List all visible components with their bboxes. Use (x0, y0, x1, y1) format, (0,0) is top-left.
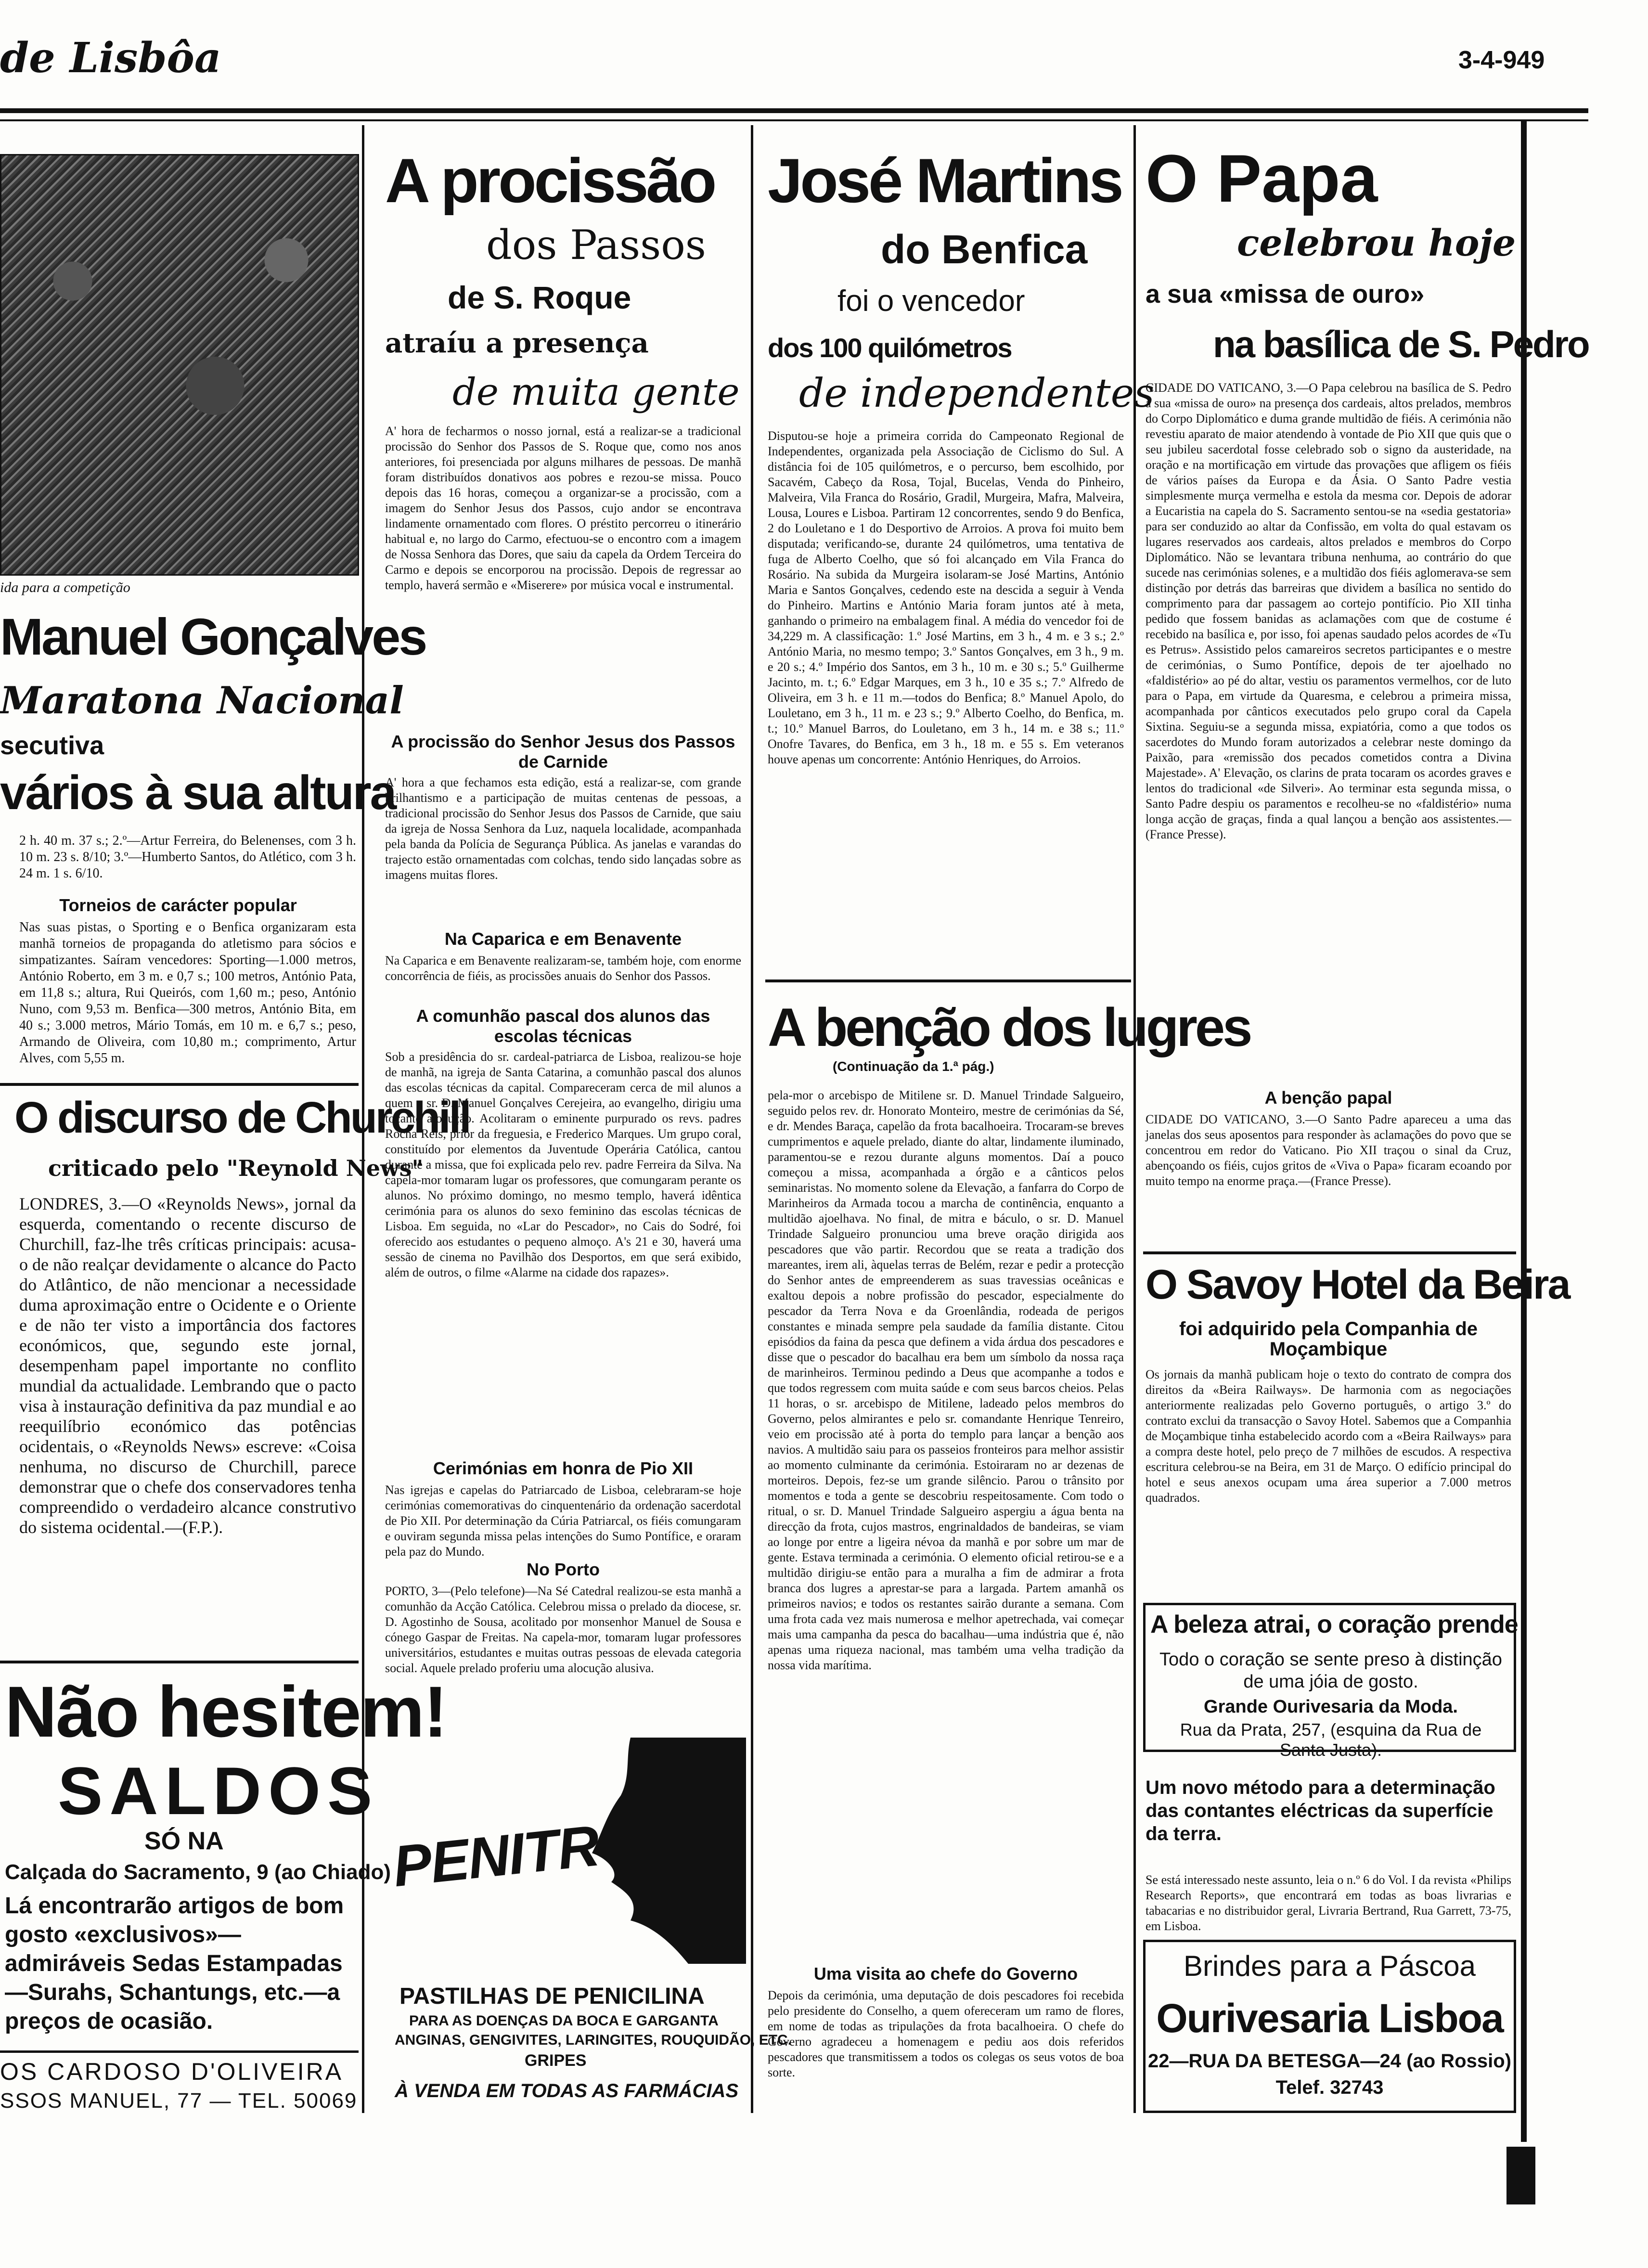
penitrol-brand: PENITROL (390, 1805, 680, 1899)
papa-subhead-3: na basílica de S. Pedro (1213, 323, 1589, 365)
penitrol-line-1: PASTILHAS DE PENICILINA (399, 1984, 705, 2009)
lugres-continuation: (Continuação da 1.ª pág.) (833, 1059, 994, 1074)
penitrol-ad (380, 1738, 792, 2113)
metodo-heading: Um novo método para a determinação das contantes eléctricas da superfície da terra. (1146, 1777, 1495, 1844)
pio-heading: Cerimónias em honra de Pio XII (433, 1458, 694, 1478)
procissao-body: A' hora de fecharmos o nosso jornal, está a realizar-se a tradicional procissão do Senhor dos Passos de S. Roque que, como nos anos anteriores, foi presenciada por alguns milhares de pessoas. De manhã foram distribuídos donativos aos pobres e rezou-se missa. Pouco depois das 16 horas, começou a organizar-se a procissão, com a imagem do Senhor Jesus dos Passos, cujo andor se encontrava lindamente ornamentado com flores. O préstito percorreu o itinerário habitual e, no largo do Carmo, efectuou-se o encontro com a imagem de Nossa Senhora das Dores, que saiu da capela da Ordem Terceira do Carmo e depois se encorporou na procissão. Depois de regressar ao templo, haverá sermão e «Miserere» por música vocal e instrumental. (385, 424, 741, 592)
brindes-ad-line-1: Brindes para a Páscoa (1183, 1950, 1476, 1982)
brindes-ad-line-3: 22—RUA DA BETESGA—24 (ao Rossio) (1148, 2050, 1511, 2072)
churchill-headline: O discurso de Churchill (14, 1093, 470, 1142)
torneios-heading: Torneios de carácter popular (59, 895, 297, 915)
bencao-papal-text: CIDADE DO VATICANO, 3.—O Santo Padre apareceu a uma das janelas dos seus aposentos para responder às aclamações do povo que se concentrou em redor do Vaticano. Pio XII traçou o sinal da Cruz, abençoando os fiéis, cujos gritos de «Viva o Papa» ficaram ecoando por muito tempo na enorme praça.—(France Presse). (1146, 1112, 1511, 1188)
porto-heading: No Porto (527, 1559, 600, 1579)
martins-divider (765, 979, 1131, 982)
saldos-ad-address: Calçada do Sacramento, 9 (ao Chiado) (5, 1860, 391, 1884)
photo-caption: ida para a competição (0, 580, 130, 595)
lugres-body: pela-mor o arcebispo de Mitilene sr. D. Manuel Trindade Salgueiro, seguido pelos rev. dr. Honorato Monteiro, mestre de cerimónias da Sé, e dr. Mendes Baraça, capelão da frota bacalhoeira. Trocaram-se breves cumprimentos e aquele prelado, diante do altar, lindamente iluminado, paramentou-se e rezou durante alguns momentos. Daí a pouco começou a missa, acompanhada a órgão e a cânticos pelos seminaristas. No momento solene da Elevação, a fanfarra do Corpo de Marinheiros da Armada tocou a marcha de continência, enquanto a multidão ajoelhava. No final, de mitra e báculo, o sr. D. Manuel Trindade Salgueiro pronunciou uma breve oração dirigida aos pescadores que vão partir. Recordou que se reata a tradição dos mareantes, irem ali, àquelas terras de Belém, rezar e pedir a protecção do Senhor antes de empreenderem as suas travessias oceânicas e exaltou depois a nobre profissão do pescador, especialmente do pescador da Terra Nova e da Groenlândia, rodeada de perigos constantes e minada sempre pela saudade da família distante. Citou episódios da faina da pesca que definem a vida árdua dos pescadores e disse que o pescador do bacalhau era bem um símbolo da nossa raça de marinheiros. Terminou pedindo a Deus que acompanhe a todos e que todos regressem com muita saúde e com seus barcos cheios. Pelas 11 horas, o sr. arcebispo de Mitilene, ladeado pelos membros do Governo, pelos almirantes e pelo sr. comandante Henrique Tenreiro, veio em procissão até à porta do templo para lançar a benção aos navios. A multidão saiu para os passeios fronteiros para melhor assistir ao momento culminante da cerimónia. Estoiraram no ar dezenas de morteiros. Depois, fez-se um grande silêncio. Parou o trânsito por momentos e toda a gente se descobriu respeitosamente. Com todo o ritual, o sr. D. Manuel Trindade Salgueiro aspergiu a água benta na direcção da frota, cujos mastros, engrinaldados de bandeiras, se viam ao longe por entre a ligeira névoa da manhã e por sobre um mar de gente. Estava terminada a cerimónia. O elemento oficial retirou-se e a multidão dirigiu-se então para a muralha a fim de admirar a frota branca dos lugres a aprestar-se para a largada. Partem amanhã os primeiros navios; e todos os restantes sairão durante a semana. Com uma frota cada vez mais numerosa e melhor apetrechada, vai começar mais uma campanha da pesca do bacalhau—uma indústria que é, não apenas uma riqueza nacional, mas também uma velha tradição da nossa vida marítima. (768, 1088, 1124, 1672)
churchill-subhead: criticado pelo "Reynold News" (48, 1155, 424, 1181)
martins-body: Disputou-se hoje a primeira corrida do Campeonato Regional de Independentes, organizada pela Associação de Ciclismo do Sul. A distância foi de 105 quilómetros, e o percurso, bem escolhido, por Sacavém, Cabeço da Rosa, Tojal, Bucelas, Venda do Pinheiro, Malveira, Vila Franca do Rosário, Gradil, Murgeira, Mafra, Malveira, Lousa, Loures e Lisboa. Partiram 12 concorrentes, sendo 9 do Benfica, 2 do Louletano e 1 do Desportivo de Arroios. A prova foi muito bem disputada; verificando-se, durante 24 quilómetros, uma tentativa de fuga de Alberto Coelho, que só foi alcançado em Vila Franca do Rosário. Na subida da Murgeira isolaram-se José Martins, António Maria e Santos Gonçalves, cedendo este na descida a seguir à Venda do Pinheiro. Martins e António Maria foram juntos até à meta, ganhando o primeiro na embalagem final. A média do vencedor foi de 34,229 m. A classificação: 1.º José Martins, em 3 h., 4 m. e 3 s.; 2.º António Maria, no mesmo tempo; 3.º Santos Gonçalves, em 3 h., 9 m. e 20 s.; 4.º Império dos Santos, em 3 h., 10 m. e 30 s.; 5.º Guilherme Jacinto, m. t.; 6.º Edgar Marques, em 3 h., 10 e 35 s.; 7.º Alfredo de Oliveira, em 3 h. e 11 m.—todos do Benfica; 8.º Manuel Apolo, do Louletano, em 3 h., 11 m. e 23 s.; 9.º Alberto Coelho, do Benfica, m. t.; 10.º Manuel Barros, do Louletano, em 3 h., 14 m. e 38 s.; 11.º Onofre Tavares, do Benfica, em 3 h., 18 m. e 55 s. Em veteranos houve apenas um concorrente: António Henriques, do Arroios. (768, 429, 1124, 766)
comunhao-text: Sob a presidência do sr. cardeal-patriarca de Lisboa, realizou-se hoje de manhã, na igreja de Santa Catarina, a comunhão pascal dos alunos das escolas técnicas da capital. Compareceram cerca de mil alunos a quem o sr. D. Manuel Gonçalves Cerejeira, ao evangelho, dirigiu uma tocante alocução. Acolitaram o eminente purpurado os revs. padres Rocha Reis, prior da freguesia, e Frederico Marques. Um grupo coral, constituído por elementos da Juventude Operária Católica, cantou durante a missa, que foi explicada pelo rev. padre Ferreira da Silva. Na capela-mor tomaram lugar os professores, que comungaram perante os alunos. No próximo domingo, no mesmo templo, haverá idêntica cerimónia para os alunos do sexo feminino das escolas técnicas de Lisboa. Em seguida, no «Lar do Pescador», no Cais do Sodré, foi oferecido aos estudantes o pequeno almoço. A's 21 e 30, haverá uma sessão de cinema no Pavilhão dos Desportos, em que será exibido, além de outros, o filme «Alarme na cidade dos rapazes». (385, 1050, 741, 1279)
caparica-text: Na Caparica e em Benavente realizaram-se, também hoje, com enorme concorrência de fiéis, as procissões anuais do Senhor dos Passos. (385, 954, 741, 983)
saldos-ad-so-na: SÓ NA (144, 1827, 224, 1855)
masthead-title: de Lisbôa (0, 34, 221, 82)
carnide-text: A' hora a que fechamos esta edição, está a realizar-se, com grande brilhantismo e a participação de muitas centenas de pessoas, a tradicional procissão do Senhor Jesus dos Passos de Carnide, que saiu da igreja de Nossa Senhora da Luz, naquela localidade, acompanhada pela banda da Polícia de Segurança Pública. As janelas e varandas do trajecto estão ornamentadas com colchas, tendo sido lançadas sobre as imagens muitas flores. (385, 775, 741, 882)
maratona-headline: Maratona Nacional (0, 679, 404, 722)
visita-text: Depois da cerimónia, uma deputação de dois pescadores foi recebida pelo presidente do Conselho, a quem ofereceram um ramo de flores, em nome de todas as tripulações da frota bacalhoeira. O chefe do Governo agradeceu a homenagem e pediu aos dois referidos pescadores que transmitissem a todos os colegas os seus votos de boa sorte. (768, 1988, 1124, 2079)
results-text: 2 h. 40 m. 37 s.; 2.º—Artur Ferreira, do Belenenses, com 3 h. 10 m. 23 s. 8/10; 3.º—Humberto Santos, do Atlético, com 3 h. 24 m. 1 s. 6/10. (19, 833, 356, 881)
bottom-black-block (1506, 2147, 1535, 2204)
beleza-ad-line-3: Rua da Prata, 257, (esquina da Rua de Santa Justa). (1180, 1720, 1482, 1760)
penitrol-line-4: GRIPES (525, 2051, 587, 2070)
carnide-heading: A procissão do Senhor Jesus dos Passos de Carnide (391, 732, 735, 772)
manuel-headline: Manuel Gonçalves (0, 607, 426, 666)
column-rule-3 (1133, 125, 1136, 2113)
left-divider-2 (0, 1661, 359, 1663)
martins-headline: José Martins (768, 145, 1121, 216)
penitrol-line-3: ANGINAS, GENGIVITES, LARINGITES, ROUQUIDÃO, ETC. (395, 2032, 792, 2048)
savoy-subhead: foi adquirido pela Companhia de Moçambique (1179, 1318, 1478, 1360)
saldos-ad-phone: SSOS MANUEL, 77 — TEL. 50069 (0, 2089, 358, 2113)
papa-headline: O Papa (1146, 141, 1378, 216)
comunhao-heading: A comunhão pascal dos alunos das escolas técnicas (416, 1006, 710, 1046)
martins-subhead-3: dos 100 quilómetros (768, 333, 1012, 363)
athletes-photo (0, 154, 359, 576)
penitrol-line-5: À VENDA EM TODAS AS FARMÁCIAS (395, 2080, 739, 2101)
beleza-ad-line-2: Grande Ourivesaria da Moda. (1204, 1697, 1458, 1717)
brindes-ad-line-2: Ourivesaria Lisboa (1156, 1996, 1503, 2041)
saldos-ad-title: SALDOS (58, 1753, 379, 1829)
masthead-rule-thin (0, 119, 1588, 121)
procissao-subhead-4: de muita gente (452, 371, 740, 414)
saldos-ad-firm: OS CARDOSO D'OLIVEIRA (0, 2058, 344, 2085)
procissao-subhead-1: dos Passos (486, 221, 706, 269)
beleza-ad-box (1143, 1603, 1518, 1760)
martins-subhead-2: foi o vencedor (837, 284, 1025, 318)
saldos-ad-headline: Não hesitem! (5, 1671, 447, 1752)
papa-body: CIDADE DO VATICANO, 3.—O Papa celebrou na basílica de S. Pedro a sua «missa de ouro» na presença dos cardeais, altos prelados, membros do Corpo Diplomático e duma grande multidão de fiéis. A cerimónia não revestiu aparato de maior atendendo à vontade de Pio XII que quis que o seu jubileu sacerdotal fosse celebrado sob o signo da austeridade, na oração e na mortificação em virtude das provações que afligem os fiéis de vários países da Europa e da Ásia. O Santo Padre vestia simplesmente murça vermelha e estola da mesma cor. Depois de adorar a Eucaristia na capela do S. Sacramento sentou-se na «sedia gestatoria» para ser conduzido ao altar da Confissão, em volta do qual estavam os lugares reservados aos cardeais, altos prelados e membros do Corpo Diplomático. Não se levantara tribuna nenhuma, ao contrário do que sucede nas cerimónias solenes, e a multidão dos fiéis aglomerava-se sem distinção por detrás das barreiras que dividem a basílica no sentido do comprimento para dar passagem ao cortejo pontifício. Pio XII tinha pedido que fossem banidas as aclamações com que de costume é recebido na basílica e, por isso, foi apenas saudado pelos acordes de «Tu es Petrus». Assistido pelos camareiros secretos participantes e o mestre de cerimónias, o Sumo Pontífice, depois de ter ajoelhado no «faldistério» ao pé do altar, vestiu os paramentos vermelhos, cor de luto para o Papa, em virtude da Quaresma, e celebrou a primeira missa, acompanhada por cânticos executados pelo grupo coral da Capela Sixtina. Seguiu-se a segunda missa, expiatória, como a que todos os sacerdotes do Mundo foram autorizados a celebrar neste domingo da Paixão, para «remissão dos pecados cometidos contra a Divina Majestade». A' Elevação, os clarins de prata tocaram os acordes graves e lentos do tradicional «de Silveri». Ao terminar esta segunda missa, o Santo Padre despiu os paramentos e recolheu-se no «faldistério» numa longa acção de graças, finda a qual lançou a benção aos assistentes.—(France Presse). (1146, 381, 1511, 841)
saldos-ad-divider (0, 2050, 359, 2053)
martins-subhead-1: do Benfica (881, 227, 1088, 272)
martins-subhead-4: de independentes (799, 371, 1155, 416)
procissao-subhead-2: de S. Roque (448, 280, 631, 315)
caparica-heading: Na Caparica e em Benavente (444, 929, 682, 949)
right-vertical-rule (1521, 120, 1527, 2142)
column-rule-2 (751, 125, 753, 2113)
masthead-date: 3-4-949 (1458, 46, 1545, 74)
lugres-headline: A benção dos lugres (768, 997, 1250, 1057)
torneios-text: Nas suas pistas, o Sporting e o Benfica organizaram esta manhã torneios de propaganda do atletismo para sócios e simpatizantes. Saíram vencedores: Sporting—1.000 metros, António Roberto, em 3 m. e 0,7 s.; 100 metros, António Pata, em 11,8 s.; altura, Rui Queirós, com 1,60 m.; peso, António Nuno, com 9,53 m. Benfica—300 metros, António Bita, em 40 s.; 3.000 metros, Mário Tomás, em 10 m. e 6,7 s.; peso, Armando de Oliveira, com 10,80 m.; comprimento, Artur Alves, com 5,55 m. (19, 920, 356, 1066)
consecutiva-text: secutiva (0, 731, 104, 760)
pio-text: Nas igrejas e capelas do Patriarcado de Lisboa, celebraram-se hoje cerimónias comemorativas do cinquentenário da ordenação sacerdotal de Pio XII. Por determinação da Cúria Patriarcal, os fiéis comungaram e ouviram segunda missa pelas intenções do Sumo Pontífice, e oraram pela paz do Mundo. (385, 1483, 741, 1559)
brindes-ad-line-4: Telef. 32743 (1275, 2077, 1384, 2098)
papa-divider (1143, 1251, 1516, 1254)
beleza-ad-line-1: Todo o coração se sente preso à distinção de uma jóia de gosto. (1159, 1649, 1502, 1692)
brindes-ad-box (1143, 1940, 1516, 2113)
penitrol-line-2: PARA AS DOENÇAS DA BOCA E GARGANTA (409, 2013, 719, 2029)
porto-text: PORTO, 3—(Pelo telefone)—Na Sé Catedral realizou-se esta manhã a comunhão da Acção Católica. Celebrou missa o prelado da diocese, sr. D. Agostinho de Sousa, acolitado por monsenhor Manuel de Sousa e cónego Gaspar de Freitas. Na capela-mor, tomaram lugar professores universitários, estudantes e muitas outras pessoas de elevada categoria social. Aquele prelado proferiu uma alocução alusiva. (385, 1584, 741, 1675)
churchill-text: LONDRES, 3.—O «Reynolds News», jornal da esquerda, comentando o recente discurso de Churchill, faz-lhe três críticas principais: acusa-o de não realçar devidamente o alcance do Pacto do Atlântico, de não mencionar a necessidade duma aproximação entre o Ocidente e o Oriente e de não ter visto a importância dos factores económicos, que, segundo este jornal, desempenham papel importante no conflito mundial da actualidade. Lembrando que o pacto visa à instauração definitiva da paz mundial e ao reequilíbrio económico das potências ocidentais, o «Reynolds News» escreve: «Coisa nenhuma, no discurso de Churchill, parece demonstrar que o chefe dos conservadores tenha compreendido o verdadeiro alcance construtivo do sistema ocidental.—(F.P.). (19, 1194, 356, 1537)
left-divider-1 (0, 1083, 359, 1086)
metodo-body: Se está interessado neste assunto, leia o n.º 6 do Vol. I da revista «Philips Research Reports», que encontrará em todas as boas livrarias e tabacarias e no distribuidor geral, Livraria Bertrand, Rua Garrett, 73-75, em Lisboa. (1146, 1873, 1511, 1933)
varios-headline: vários à sua altura (0, 766, 396, 820)
papa-subhead-2: a sua «missa de ouro» (1146, 280, 1425, 309)
masthead-rule (0, 108, 1588, 113)
procissao-headline: A procissão (385, 145, 715, 216)
saldos-ad-body: Lá encontrarão artigos de bom gosto «exclusivos»—admiráveis Sedas Estampadas—Surahs, Schantungs, etc.—a preços de ocasião. (5, 1893, 344, 2034)
savoy-headline: O Savoy Hotel da Beira (1146, 1262, 1570, 1308)
bencao-papal-heading: A benção papal (1264, 1088, 1392, 1108)
savoy-body: Os jornais da manhã publicam hoje o texto do contrato de compra dos direitos da «Beira Railways». De harmonia com as negociações anteriormente realizadas pelo Governo português, o artigo 3.º do contrato exclui da transacção o Savoy Hotel. Sabemos que a Companhia de Moçambique tinha estabelecido acordo com a «Beira Railways» para a compra deste hotel, pelo preço de 7 milhões de escudos. A respectiva escritura celebrou-se na Beira, em 31 de Março. O edifício principal do hotel e seus anexos ocupam uma área superior a 7.000 metros quadrados. (1146, 1367, 1511, 1505)
procissao-subhead-3: atraíu a presença (385, 327, 649, 359)
beleza-ad-headline: A beleza atrai, o coração prende (1150, 1611, 1518, 1638)
papa-subhead-1: celebrou hoje (1237, 221, 1516, 264)
visita-heading: Uma visita ao chefe do Governo (813, 1964, 1078, 1984)
